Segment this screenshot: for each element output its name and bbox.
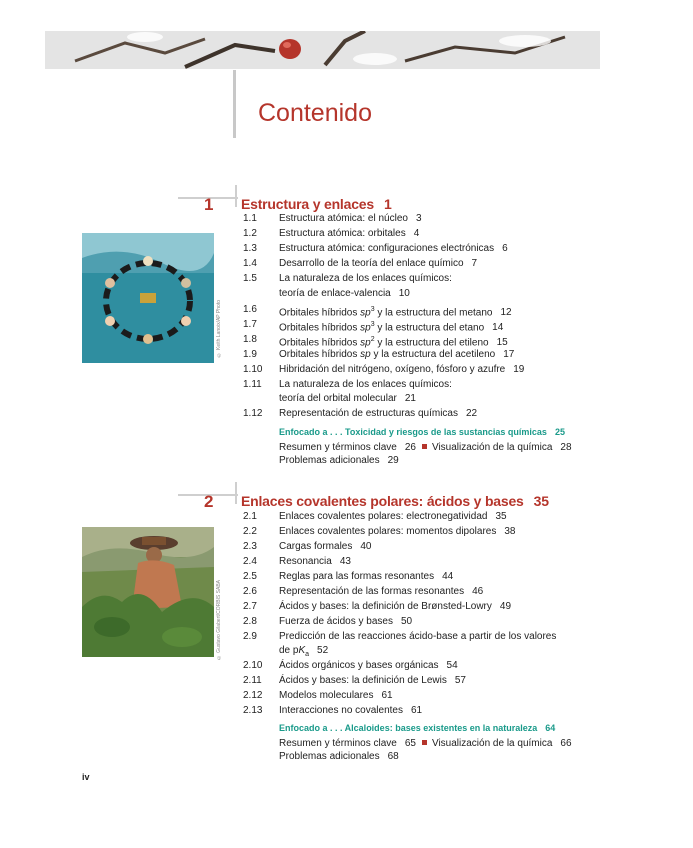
section-title-superscript: 3 (370, 321, 375, 328)
section-number: 1.11 (243, 379, 262, 390)
section-title-subscript: a (305, 651, 310, 658)
section-title: Enlaces covalentes polares: electronegatividad (279, 511, 488, 522)
visualization-link[interactable]: Visualización de la química (431, 738, 553, 749)
section-title: Estructura atómica: orbitales (279, 228, 406, 239)
summary-link[interactable]: Resumen y términos clave (279, 738, 397, 749)
summary-link[interactable]: Resumen y términos clave (279, 442, 397, 453)
section-title-part: y la estructura del acetileno (370, 349, 496, 360)
chapter-extras-problems (279, 751, 399, 763)
section-title-part: Orbitales híbridos (279, 322, 361, 334)
section-title: Reglas para las formas resonantes (279, 571, 435, 582)
bullet-square-icon (422, 740, 427, 745)
section-number: 2.1 (243, 511, 257, 522)
header-banner-image (45, 31, 600, 69)
section-title: Cargas formales (279, 541, 353, 552)
section-number: 2.10 (243, 660, 263, 671)
section-title: La naturaleza de los enlaces químicos: (279, 273, 452, 284)
summary-page: 26 (404, 442, 416, 453)
section-page: 22 (465, 408, 478, 419)
chapter-title: Enlaces covalentes polares: ácidos y bases (241, 493, 524, 509)
section-page: 50 (400, 616, 413, 627)
page-title: Contenido (258, 99, 372, 127)
summary-page: 65 (404, 738, 416, 749)
section-number: 1.12 (243, 408, 263, 419)
visualization-page: 66 (560, 738, 572, 749)
section-page: 21 (404, 393, 416, 404)
section-number: 1.4 (243, 258, 257, 269)
section-number: 2.5 (243, 571, 257, 582)
section-number: 1.6 (243, 304, 257, 315)
section-title-line-2: teoría del orbital molecular (279, 393, 397, 404)
section-page: 44 (442, 571, 454, 582)
problems-link[interactable]: Problemas adicionales (279, 455, 380, 466)
section-number: 2.4 (243, 556, 257, 567)
section-page: 17 (503, 349, 515, 360)
section-title-italic: sp (360, 322, 371, 334)
section-number: 1.3 (243, 243, 257, 254)
section-title: Ácidos orgánicos y bases orgánicas (279, 660, 439, 671)
section-title: Hibridación del nitrógeno, oxígeno, fósforo y azufre (279, 364, 506, 375)
section-title: Representación de las formas resonantes (279, 586, 465, 597)
section-page: 6 (502, 243, 508, 254)
chapter-1-photo (82, 233, 214, 363)
page-folio: iv (82, 772, 90, 782)
section-number: 2.6 (243, 586, 257, 597)
section-title: Representación de estructuras químicas (279, 408, 458, 419)
section-page: 61 (410, 705, 423, 716)
section-title: Modelos moleculares (279, 690, 374, 701)
section-title-part: Orbitales híbridos (279, 337, 361, 349)
section-title-italic: sp (360, 307, 371, 319)
section-page: 12 (500, 307, 512, 319)
section-title-part: Orbitales híbridos (279, 349, 361, 360)
harvest-woman-photo-illustration (82, 527, 214, 657)
photo-credit: © Gustavo Gilabert/CORBIS SABA (216, 580, 222, 661)
section-number: 2.2 (243, 526, 257, 537)
visualization-link[interactable]: Visualización de la química (431, 442, 553, 453)
section-number: 2.9 (243, 631, 257, 642)
problems-page: 68 (387, 751, 399, 762)
section-number: 1.8 (243, 334, 257, 345)
visualization-page: 28 (560, 442, 572, 453)
problems-link[interactable]: Problemas adicionales (279, 751, 380, 762)
section-title: Resonancia (279, 556, 332, 567)
section-number: 1.5 (243, 273, 257, 284)
section-number: 2.11 (243, 675, 262, 686)
section-page: 7 (471, 258, 478, 269)
section-page: 38 (504, 526, 516, 537)
section-title: Estructura atómica: el núcleo (279, 213, 408, 224)
section-page: 19 (513, 364, 525, 375)
focus-title: Enfocado a . . . Alcaloides: bases existentes en la naturaleza (279, 723, 538, 733)
chapter-number: 1 (204, 195, 214, 214)
section-title: La naturaleza de los enlaces químicos: (279, 379, 452, 390)
section-page: 14 (492, 322, 504, 334)
chapter-divider (235, 185, 237, 207)
chapter-2-photo (82, 527, 214, 657)
focus-page: 64 (545, 723, 556, 733)
section-number: 1.10 (243, 364, 263, 375)
section-title-part: y la estructura del etano (374, 322, 485, 334)
section-title: Desarrollo de la teoría del enlace químico (279, 258, 464, 269)
section-title-line-2: teoría de enlace-valencia (279, 288, 391, 299)
section-title-part: de p (279, 645, 299, 656)
section-title-italic: K (298, 645, 306, 656)
chapter-extras (279, 442, 572, 454)
section-title-part: Orbitales híbridos (279, 307, 361, 319)
chapter-extras-problems (279, 455, 399, 467)
problems-page: 29 (387, 455, 399, 466)
section-number: 2.12 (243, 690, 263, 701)
chapter-divider (235, 482, 237, 504)
section-page: 46 (472, 586, 484, 597)
section-page: 10 (398, 288, 410, 299)
section-number: 2.13 (243, 705, 263, 716)
focus-page: 25 (554, 427, 565, 437)
section-page: 35 (495, 511, 507, 522)
chapter-page: 35 (533, 493, 549, 509)
section-page: 3 (415, 213, 422, 224)
section-title: Predicción de las reacciones ácido-base a partir de los valores (279, 631, 557, 642)
section-title: Estructura atómica: configuraciones electrónicas (279, 243, 495, 254)
chapter-extras (279, 738, 572, 750)
section-page: 43 (339, 556, 351, 567)
chapter-title-link[interactable] (241, 196, 392, 212)
section-title: Ácidos y bases: la definición de Lewis (279, 675, 447, 686)
section-page: 49 (499, 601, 512, 612)
section-title-superscript: 3 (370, 306, 375, 313)
section-page: 15 (496, 337, 508, 349)
focus-box-link[interactable] (279, 723, 555, 733)
photo-credit: © Keith Lanoix/AP Photo (216, 300, 222, 358)
section-title: Ácidos y bases: la definición de Brønsted-Lowry (279, 601, 492, 612)
section-number: 1.1 (243, 213, 257, 224)
bullet-square-icon (422, 444, 427, 449)
focus-title: Enfocado a . . . Toxicidad y riesgos de las sustancias químicas (279, 427, 547, 437)
section-number: 2.7 (243, 601, 257, 612)
section-number: 2.3 (243, 541, 257, 552)
section-title-part: y la estructura del metano (374, 307, 493, 319)
section-page: 40 (360, 541, 372, 552)
section-title-part: y la estructura del etileno (374, 337, 489, 349)
skydivers-photo-illustration (82, 233, 214, 363)
section-page: 4 (413, 228, 420, 239)
title-divider (233, 70, 236, 138)
section-page: 61 (381, 690, 393, 701)
section-title: Interacciones no covalentes (279, 705, 403, 716)
section-title-superscript: 2 (370, 336, 375, 343)
chapter-number: 2 (204, 492, 214, 511)
chapter-page: 1 (383, 196, 392, 212)
chapter-title-link[interactable] (241, 493, 549, 509)
section-number: 1.2 (243, 228, 257, 239)
section-page: 54 (446, 660, 458, 671)
section-page: 52 (317, 645, 329, 656)
focus-box-link[interactable] (279, 427, 565, 437)
section-title: Enlaces covalentes polares: momentos dipolares (279, 526, 497, 537)
section-title-italic: sp (360, 337, 371, 349)
section-title-italic: sp (360, 349, 371, 360)
snowy-branch-illustration (45, 31, 600, 69)
section-number: 1.9 (243, 349, 257, 360)
section-title: Fuerza de ácidos y bases (279, 616, 393, 627)
section-number: 1.7 (243, 319, 257, 330)
section-page: 57 (454, 675, 466, 686)
chapter-title: Estructura y enlaces (241, 196, 374, 212)
section-number: 2.8 (243, 616, 257, 627)
